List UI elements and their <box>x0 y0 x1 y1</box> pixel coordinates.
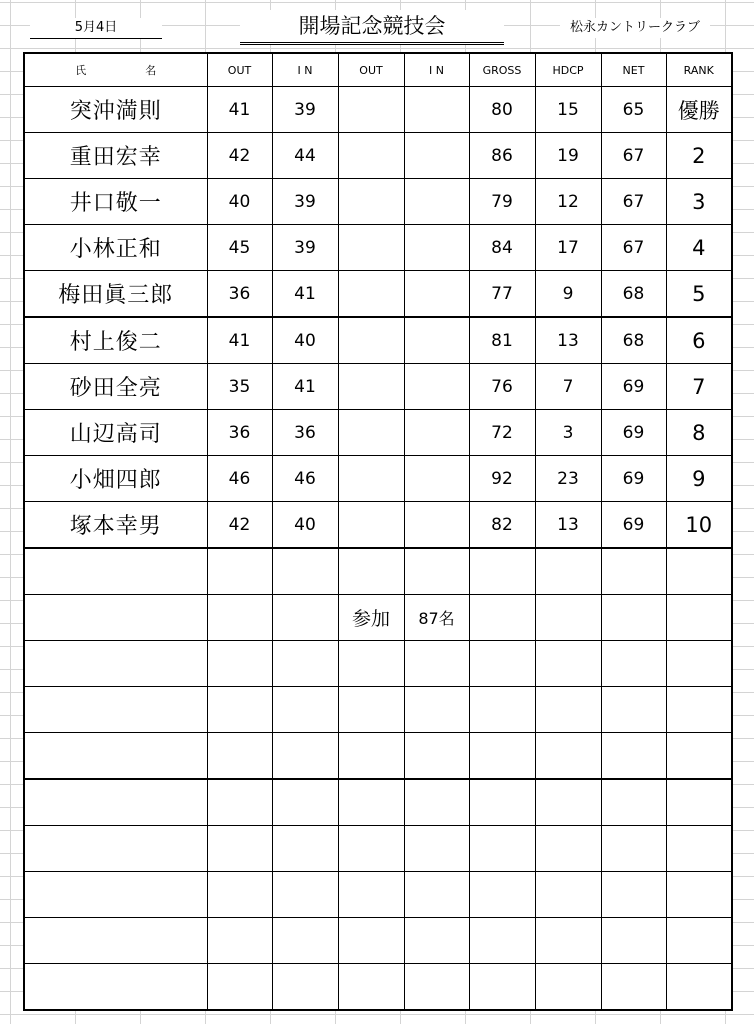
player-name: 小林正和 <box>24 225 207 271</box>
empty-cell <box>535 733 601 780</box>
out-score-2 <box>338 317 404 364</box>
empty-cell <box>666 641 732 687</box>
player-name: 塚本幸男 <box>24 502 207 549</box>
player-name: 重田宏幸 <box>24 133 207 179</box>
empty-cell <box>601 918 666 964</box>
empty-cell <box>601 595 666 641</box>
empty-cell <box>272 595 338 641</box>
empty-cell <box>272 964 338 1011</box>
empty-cell <box>666 733 732 780</box>
empty-row <box>24 918 732 964</box>
player-name: 村上俊二 <box>24 317 207 364</box>
gross-score: 82 <box>469 502 535 549</box>
empty-cell <box>24 872 207 918</box>
in-score: 41 <box>272 271 338 318</box>
handicap: 9 <box>535 271 601 318</box>
rank: 6 <box>666 317 732 364</box>
empty-cell <box>207 548 272 595</box>
table-row <box>24 87 732 133</box>
column-header-out-2: OUT <box>338 53 404 87</box>
out-score: 40 <box>207 179 272 225</box>
empty-cell <box>601 826 666 872</box>
in-score-2 <box>404 502 469 549</box>
out-score-2 <box>338 271 404 318</box>
column-header-net: NET <box>601 53 666 87</box>
empty-cell <box>338 733 404 780</box>
empty-cell <box>404 733 469 780</box>
empty-cell <box>404 687 469 733</box>
empty-cell <box>24 918 207 964</box>
participants-count: 87名 <box>404 595 469 641</box>
in-score-2 <box>404 271 469 318</box>
empty-cell <box>535 964 601 1011</box>
empty-cell <box>535 548 601 595</box>
empty-cell <box>666 826 732 872</box>
net-score: 67 <box>601 133 666 179</box>
empty-cell <box>469 779 535 826</box>
handicap: 3 <box>535 410 601 456</box>
rank: 優勝 <box>666 87 732 133</box>
empty-cell <box>272 733 338 780</box>
empty-cell <box>666 595 732 641</box>
out-score: 35 <box>207 364 272 410</box>
empty-cell <box>535 918 601 964</box>
empty-cell <box>338 964 404 1011</box>
empty-cell <box>535 872 601 918</box>
empty-cell <box>207 826 272 872</box>
empty-cell <box>207 872 272 918</box>
out-score-2 <box>338 502 404 549</box>
out-score: 46 <box>207 456 272 502</box>
empty-cell <box>535 595 601 641</box>
participants-label: 参加 <box>338 595 404 641</box>
in-score: 39 <box>272 179 338 225</box>
empty-cell <box>24 826 207 872</box>
rank: 5 <box>666 271 732 318</box>
empty-cell <box>535 826 601 872</box>
handicap: 23 <box>535 456 601 502</box>
in-score: 36 <box>272 410 338 456</box>
empty-cell <box>666 548 732 595</box>
rank: 2 <box>666 133 732 179</box>
empty-cell <box>666 918 732 964</box>
column-header-in: I N <box>272 53 338 87</box>
table-row <box>24 225 732 271</box>
net-score: 68 <box>601 317 666 364</box>
in-score-2 <box>404 317 469 364</box>
out-score: 42 <box>207 502 272 549</box>
score-table <box>23 52 733 1011</box>
empty-cell <box>469 964 535 1011</box>
column-header-hdcp: HDCP <box>535 53 601 87</box>
empty-row <box>24 826 732 872</box>
in-score: 41 <box>272 364 338 410</box>
in-score: 40 <box>272 317 338 364</box>
empty-cell <box>666 964 732 1011</box>
rank: 9 <box>666 456 732 502</box>
in-score-2 <box>404 179 469 225</box>
handicap: 19 <box>535 133 601 179</box>
empty-cell <box>404 826 469 872</box>
empty-row <box>24 964 732 1011</box>
in-score-2 <box>404 364 469 410</box>
net-score: 68 <box>601 271 666 318</box>
empty-cell <box>469 687 535 733</box>
out-score-2 <box>338 225 404 271</box>
empty-cell <box>24 641 207 687</box>
empty-row <box>24 687 732 733</box>
handicap: 13 <box>535 317 601 364</box>
empty-cell <box>207 964 272 1011</box>
table-row <box>24 456 732 502</box>
empty-cell <box>207 595 272 641</box>
empty-cell <box>207 733 272 780</box>
out-score-2 <box>338 364 404 410</box>
empty-cell <box>272 641 338 687</box>
empty-cell <box>338 779 404 826</box>
participants-row <box>24 595 732 641</box>
empty-cell <box>338 548 404 595</box>
empty-cell <box>404 918 469 964</box>
header-row <box>24 53 732 87</box>
empty-cell <box>601 964 666 1011</box>
empty-cell <box>535 779 601 826</box>
empty-cell <box>404 779 469 826</box>
out-score: 36 <box>207 271 272 318</box>
empty-cell <box>338 918 404 964</box>
empty-cell <box>404 964 469 1011</box>
player-name: 突沖満則 <box>24 87 207 133</box>
empty-cell <box>601 641 666 687</box>
player-name: 砂田全亮 <box>24 364 207 410</box>
gross-score: 86 <box>469 133 535 179</box>
in-score-2 <box>404 456 469 502</box>
out-score-2 <box>338 179 404 225</box>
handicap: 13 <box>535 502 601 549</box>
handicap: 15 <box>535 87 601 133</box>
in-score-2 <box>404 87 469 133</box>
net-score: 69 <box>601 410 666 456</box>
empty-cell <box>469 548 535 595</box>
net-score: 69 <box>601 364 666 410</box>
empty-cell <box>338 687 404 733</box>
rank: 3 <box>666 179 732 225</box>
empty-cell <box>338 641 404 687</box>
out-score-2 <box>338 133 404 179</box>
in-score-2 <box>404 133 469 179</box>
empty-cell <box>24 733 207 780</box>
rank: 10 <box>666 502 732 549</box>
table-row <box>24 271 732 318</box>
player-name: 山辺高司 <box>24 410 207 456</box>
out-score-2 <box>338 87 404 133</box>
column-header-gross: GROSS <box>469 53 535 87</box>
gross-score: 77 <box>469 271 535 318</box>
empty-cell <box>272 687 338 733</box>
handicap: 12 <box>535 179 601 225</box>
empty-row <box>24 548 732 595</box>
table-row <box>24 364 732 410</box>
net-score: 67 <box>601 225 666 271</box>
empty-cell <box>24 964 207 1011</box>
empty-cell <box>272 826 338 872</box>
gross-score: 80 <box>469 87 535 133</box>
empty-cell <box>338 826 404 872</box>
empty-cell <box>601 687 666 733</box>
empty-cell <box>24 548 207 595</box>
column-header-name: 氏 名 <box>24 53 207 87</box>
rank: 4 <box>666 225 732 271</box>
empty-cell <box>601 779 666 826</box>
empty-row <box>24 779 732 826</box>
gross-score: 76 <box>469 364 535 410</box>
in-score: 40 <box>272 502 338 549</box>
in-score: 46 <box>272 456 338 502</box>
empty-cell <box>601 548 666 595</box>
net-score: 69 <box>601 456 666 502</box>
empty-cell <box>272 548 338 595</box>
empty-cell <box>207 918 272 964</box>
empty-cell <box>207 779 272 826</box>
in-score-2 <box>404 410 469 456</box>
column-header-in-2: I N <box>404 53 469 87</box>
handicap: 17 <box>535 225 601 271</box>
gross-score: 92 <box>469 456 535 502</box>
rank: 7 <box>666 364 732 410</box>
out-score: 41 <box>207 317 272 364</box>
empty-cell <box>24 687 207 733</box>
gross-score: 79 <box>469 179 535 225</box>
empty-cell <box>272 918 338 964</box>
empty-cell <box>469 872 535 918</box>
table-row <box>24 179 732 225</box>
column-header-rank: RANK <box>666 53 732 87</box>
player-name: 井口敬一 <box>24 179 207 225</box>
out-score: 41 <box>207 87 272 133</box>
empty-cell <box>469 641 535 687</box>
net-score: 69 <box>601 502 666 549</box>
out-score: 36 <box>207 410 272 456</box>
player-name: 梅田眞三郎 <box>24 271 207 318</box>
out-score-2 <box>338 456 404 502</box>
empty-cell <box>666 872 732 918</box>
empty-cell <box>24 779 207 826</box>
empty-cell <box>469 595 535 641</box>
club-name: 松永カントリークラブ <box>560 18 710 38</box>
empty-cell <box>207 687 272 733</box>
net-score: 67 <box>601 179 666 225</box>
table-row <box>24 410 732 456</box>
empty-cell <box>404 548 469 595</box>
empty-cell <box>404 872 469 918</box>
empty-cell <box>207 641 272 687</box>
in-score: 39 <box>272 87 338 133</box>
empty-cell <box>666 687 732 733</box>
in-score: 39 <box>272 225 338 271</box>
empty-row <box>24 872 732 918</box>
out-score: 45 <box>207 225 272 271</box>
empty-row <box>24 733 732 780</box>
in-score: 44 <box>272 133 338 179</box>
empty-cell <box>469 918 535 964</box>
handicap: 7 <box>535 364 601 410</box>
empty-cell <box>535 687 601 733</box>
empty-cell <box>601 872 666 918</box>
empty-cell <box>601 733 666 780</box>
empty-cell <box>666 779 732 826</box>
column-header-out: OUT <box>207 53 272 87</box>
page-title: 開場記念競技会 <box>240 10 504 45</box>
net-score: 65 <box>601 87 666 133</box>
empty-cell <box>469 733 535 780</box>
table-row <box>24 133 732 179</box>
empty-cell <box>469 826 535 872</box>
empty-cell <box>404 641 469 687</box>
out-score: 42 <box>207 133 272 179</box>
rank: 8 <box>666 410 732 456</box>
in-score-2 <box>404 225 469 271</box>
table-row <box>24 502 732 549</box>
out-score-2 <box>338 410 404 456</box>
date-label: 5月4日 <box>30 18 162 39</box>
gross-score: 84 <box>469 225 535 271</box>
table-row <box>24 317 732 364</box>
gross-score: 72 <box>469 410 535 456</box>
empty-cell <box>338 872 404 918</box>
empty-cell <box>24 595 207 641</box>
empty-cell <box>272 779 338 826</box>
empty-cell <box>535 641 601 687</box>
empty-cell <box>272 872 338 918</box>
player-name: 小畑四郎 <box>24 456 207 502</box>
gross-score: 81 <box>469 317 535 364</box>
empty-row <box>24 641 732 687</box>
